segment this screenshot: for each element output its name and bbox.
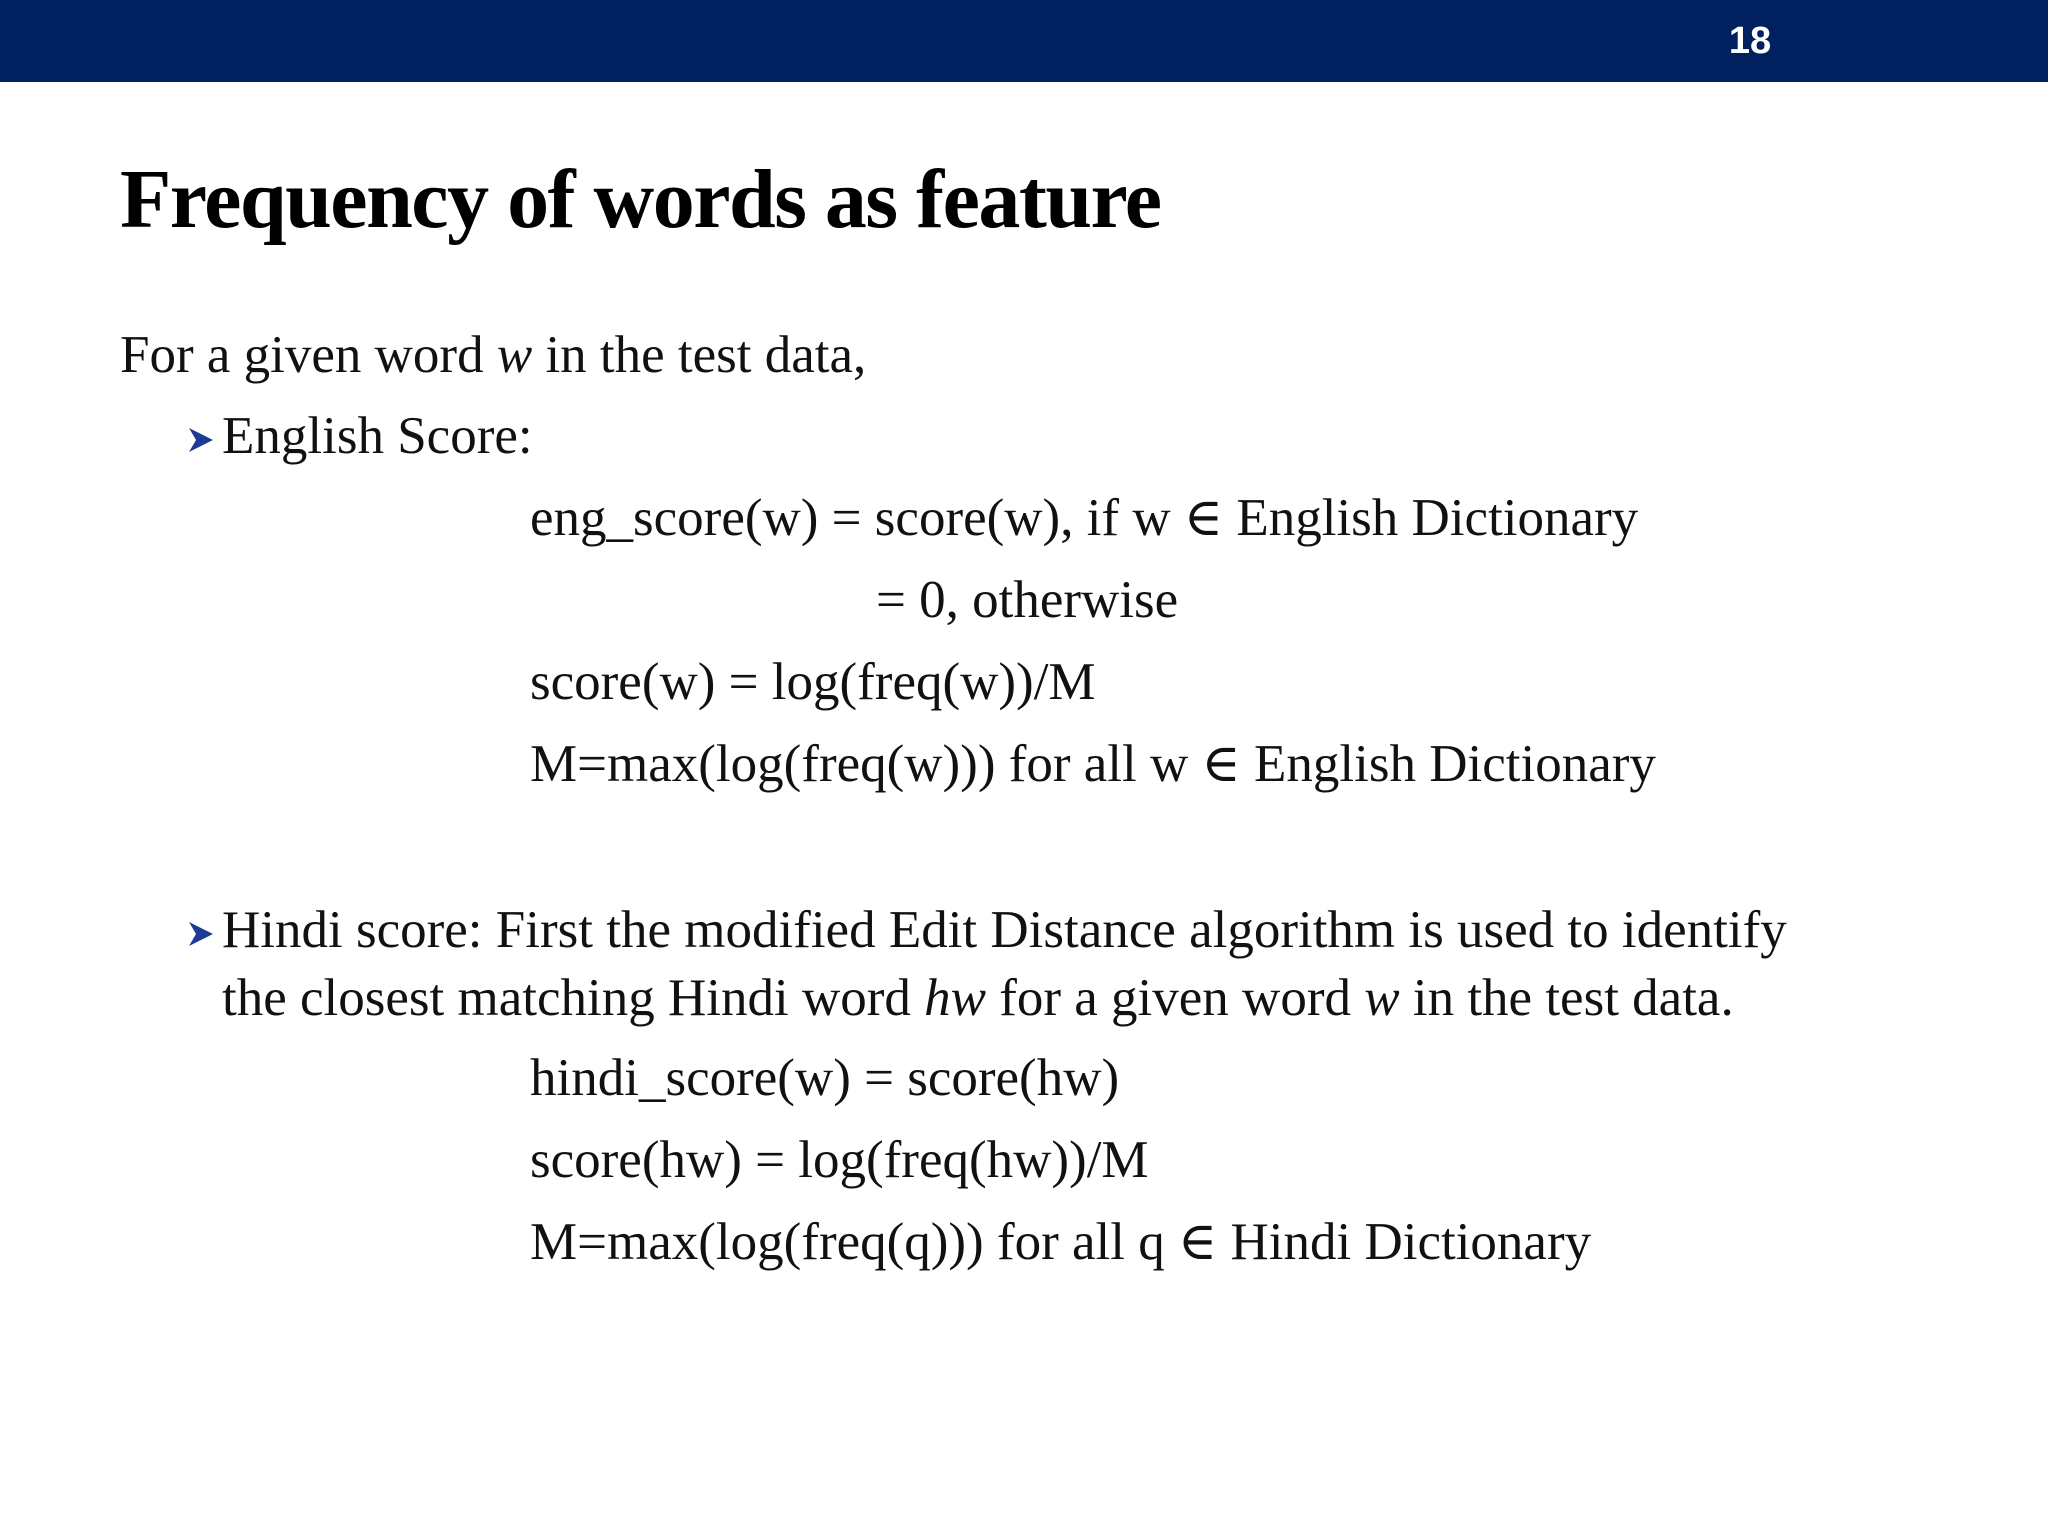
slide-number: 18 (1728, 20, 1772, 62)
hindi-bullet (186, 896, 1787, 1032)
hindi-line-2-var-w: w (1364, 969, 1400, 1027)
intro-suffix: in the test data, (532, 326, 867, 384)
hindi-line-2-mid: for a given word (985, 969, 1365, 1027)
hindi-line-2-suffix: in the test data. (1399, 969, 1734, 1027)
english-formula-3: score(w) = log(freq(w))/M (530, 653, 1096, 711)
english-bullet-label: English Score: (222, 407, 533, 465)
hindi-formula-2: score(hw) = log(freq(hw))/M (530, 1131, 1149, 1189)
hindi-formula-1: hindi_score(w) = score(hw) (530, 1049, 1120, 1107)
hindi-formula-3: M=max(log(freq(q))) for all q ∈ Hindi Dictionary (530, 1213, 1592, 1271)
hindi-line-2-var-hw: hw (924, 969, 986, 1027)
intro-var: w (496, 326, 533, 384)
english-formula-4: M=max(log(freq(w))) for all w ∈ English Dictionary (530, 735, 1656, 793)
hindi-line-2-prefix: the closest matching Hindi word (222, 969, 925, 1027)
hindi-line-1: Hindi score: First the modified Edit Distance algorithm is used to identify (222, 901, 1787, 959)
slide-title: Frequency of words as feature (120, 153, 1161, 246)
intro-line (120, 322, 866, 388)
bullet-arrow-icon (186, 425, 216, 455)
intro-prefix: For a given word (120, 326, 497, 384)
hindi-bullet-line-1 (186, 896, 1787, 964)
english-bullet (186, 403, 533, 469)
english-formula-2: = 0, otherwise (876, 571, 1179, 629)
hindi-bullet-line-2 (186, 964, 1787, 1032)
header-bar (0, 0, 2048, 82)
english-formula-1: eng_score(w) = score(w), if w ∈ English Dictionary (530, 489, 1639, 547)
bullet-arrow-icon (186, 919, 216, 949)
